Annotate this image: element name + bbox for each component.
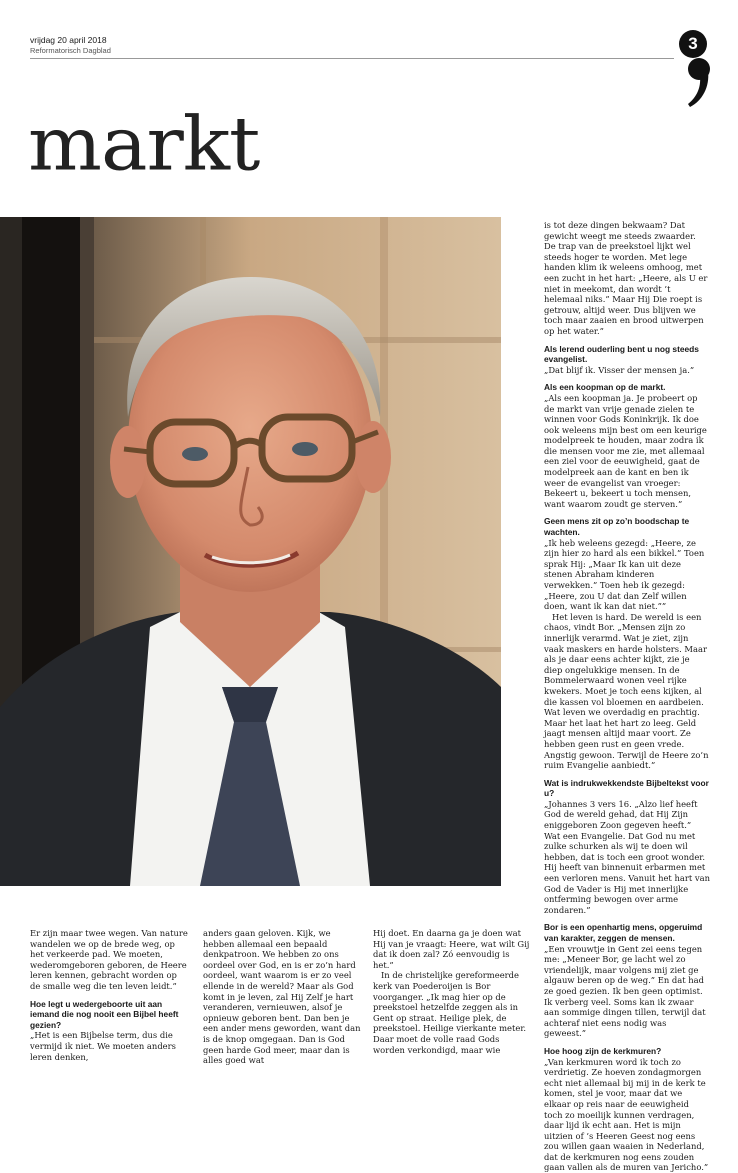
interview-question: Hoe hoog zijn de kerkmuren? [544, 1045, 662, 1056]
article-paragraph: „Dat blijf ik. Visser der mensen ja.” [544, 364, 695, 375]
interview-question: Wat is indrukwekkendste Bijbeltekst voor u? [544, 777, 709, 799]
article-paragraph: is tot deze dingen bekwaam? Dat gewicht weegt me steeds zwaarder. De trap van de preekstoel lijkt wel steeds hoger te worden. Met lege handen klim ik weleens omhoog, met een zucht in het hart: „Heere, als U er niet in meekomt, dan wordt ’t helemaal niks.” Maar Hij Die roept is getrouw, altijd weer. Dus blijven we toch maar zaaien en brood uitwerpen op het water.” [544, 220, 708, 336]
article-column-bottom-2 [203, 928, 361, 1066]
article-paragraph: „Als een koopman ja. Je probeert op de markt van vrije genade zielen te winnen voor Gods Koninkrijk. Ik doe ook weleens mijn best om een keurige modelpreek te houden, maar zodra ik die mensen voor me zie, met allemaal een ziel voor de eeuwigheid, gaat de modelpreek aan de kant en ben ik weer de evangelist van vroeger: Bekeert u, bekeert u toch mensen, want waarom zoudt ge sterven.” [544, 392, 707, 509]
article-paragraph: Er zijn maar twee wegen. Van nature wandelen we op de brede weg, op het verkeerde pad. We moeten, wederomgeboren geboren, de Heere leren kennen, gebracht worden op de smalle weg die ten leven leidt.” [30, 928, 188, 991]
page-number: 3 [679, 30, 707, 58]
interview-question: Als een koopman op de markt. [544, 382, 666, 393]
article-paragraph: „Van kerkmuren word ik toch zo verdrietig. Ze hoeven zondagmorgen echt niet allemaal bij mij in de kerk te komen, stel je voor, maar dat we elkaar op reis naar de eeuwigheid toch zo moeilijk kunnen verdragen, daar lijd ik echt aan. Het is mijn uitzien of ’s Heeren Geest nog eens zou willen gaan waaien in Nederland, dat de kerkmuren nog eens zouden gaan vallen als de muren van Jericho.” [544, 1056, 709, 1173]
article-paragraph: Het leven is hard. De wereld is een chaos, vindt Bor. „Mensen zijn zo innerlijk verarmd. Wat je ziet, zijn vaak maskers en harde holsters. Maar als je daar eens achter kijkt, zie je diep ongelukkige mensen. In de Bommelerwaard wonen veel rijke kwekers. Moet je toch eens kijken, al die kassen vol bloemen en aardbeien. Wat leven we overdadig en prachtig. Maar het laat het hart zo leeg. Geld jaagt mensen altijd maar voort. Ze hebben geen rust en geen vrede. Angstig gewoon. Terwijl de Heere zo’n ruim Evangelie aanbiedt.” [544, 611, 709, 771]
article-column-bottom-3 [373, 928, 531, 1055]
interview-question: Hoe legt u wedergeboorte uit aan iemand die nog nooit een Bijbel heeft gezien? [30, 998, 179, 1030]
interview-question: Als lerend ouderling bent u nog steeds evangelist. [544, 343, 699, 365]
article-paragraph: „Het is een Bijbelse term, dus die vermijd ik niet. We moeten anders leren denken, [30, 1030, 176, 1062]
article-paragraph: Hij doet. En daarna ga je doen wat Hij van je vraagt: Heere, wat wilt Gij dat ik doen zal? Zó eenvoudig is het.” [373, 928, 530, 970]
article-paragraph: „Ik heb weleens gezegd: „Heere, ze zijn hier zo hard als een bikkel.” Toen sprak Hij: „Maar Ik kan uit deze stenen Abraham kinderen verwekken.” Toen heb ik gezegd: „Heere, zou U dat dan Zelf willen doen, want ik kan dat niet.”” [544, 537, 705, 612]
issue-date: vrijdag 20 april 2018 [30, 35, 107, 45]
portrait-photo [0, 217, 501, 886]
article-column-right [544, 220, 710, 1173]
comma-logo-icon [688, 57, 710, 107]
article-paragraph: In de christelijke gereformeerde kerk van Poederoijen is Bor voorganger. „Ik mag hier op de preekstoel hetzelfde zeggen als in Gent op straat. Heilige plek, de preekstoel. Heilige vierkante meter. Daar moet de volle raad Gods worden verkondigd, maar wie [373, 970, 527, 1055]
publication-name: Reformatorisch Dagblad [30, 46, 111, 55]
article-paragraph: anders gaan geloven. Kijk, we hebben allemaal een bepaald denkpatroon. We hebben zo ons oordeel over God, en is er zo’n hard oordeel, want waarom is er zo veel ellende in de wereld? Maar als God komt in je leven, zal Hij Zelf je hart veranderen, vernieuwen, alsof je opnieuw geboren bent. Dan ben je een ander mens geworden, want dan is de knop omgegaan. Dan is God geen harde God meer, maar dan is alles goed wat [203, 928, 361, 1066]
article-paragraph: „Een vrouwtje in Gent zei eens tegen me: „Meneer Bor, ge lacht wel zo vriendelijk, maar volgens mij ziet ge algauw beren op de weg.” En dat had ze goed gezien. Ik ben geen optimist. Ik verberg veel. Soms kan ik zwaar aan sommige dingen tillen, terwijl dat achteraf niet eens nodig was geweest.” [544, 943, 706, 1039]
article-paragraph: „Johannes 3 vers 16. „Alzo lief heeft God de wereld gehad, dat Hij Zijn eniggeboren Zoon gegeven heeft.” Wat een Evangelie. Dat God nu met zulke schurken als wij te doen wil hebben, dat is toch een groot wonder. Hij heeft van binnenuit erbarmen met een verloren mens. Vanuit het hart van God de Vader is Hij met innerlijke ontferming bewogen over arme zondaren.” [544, 798, 710, 915]
interview-question: Bor is een openhartig mens, opgeruimd van karakter, zeggen de mensen. [544, 922, 703, 943]
article-column-bottom-1 [30, 928, 188, 1062]
section-title: markt [28, 102, 260, 188]
header-rule [30, 58, 674, 59]
interview-question: Geen mens zit op zo’n boodschap te wachten. [544, 516, 690, 538]
